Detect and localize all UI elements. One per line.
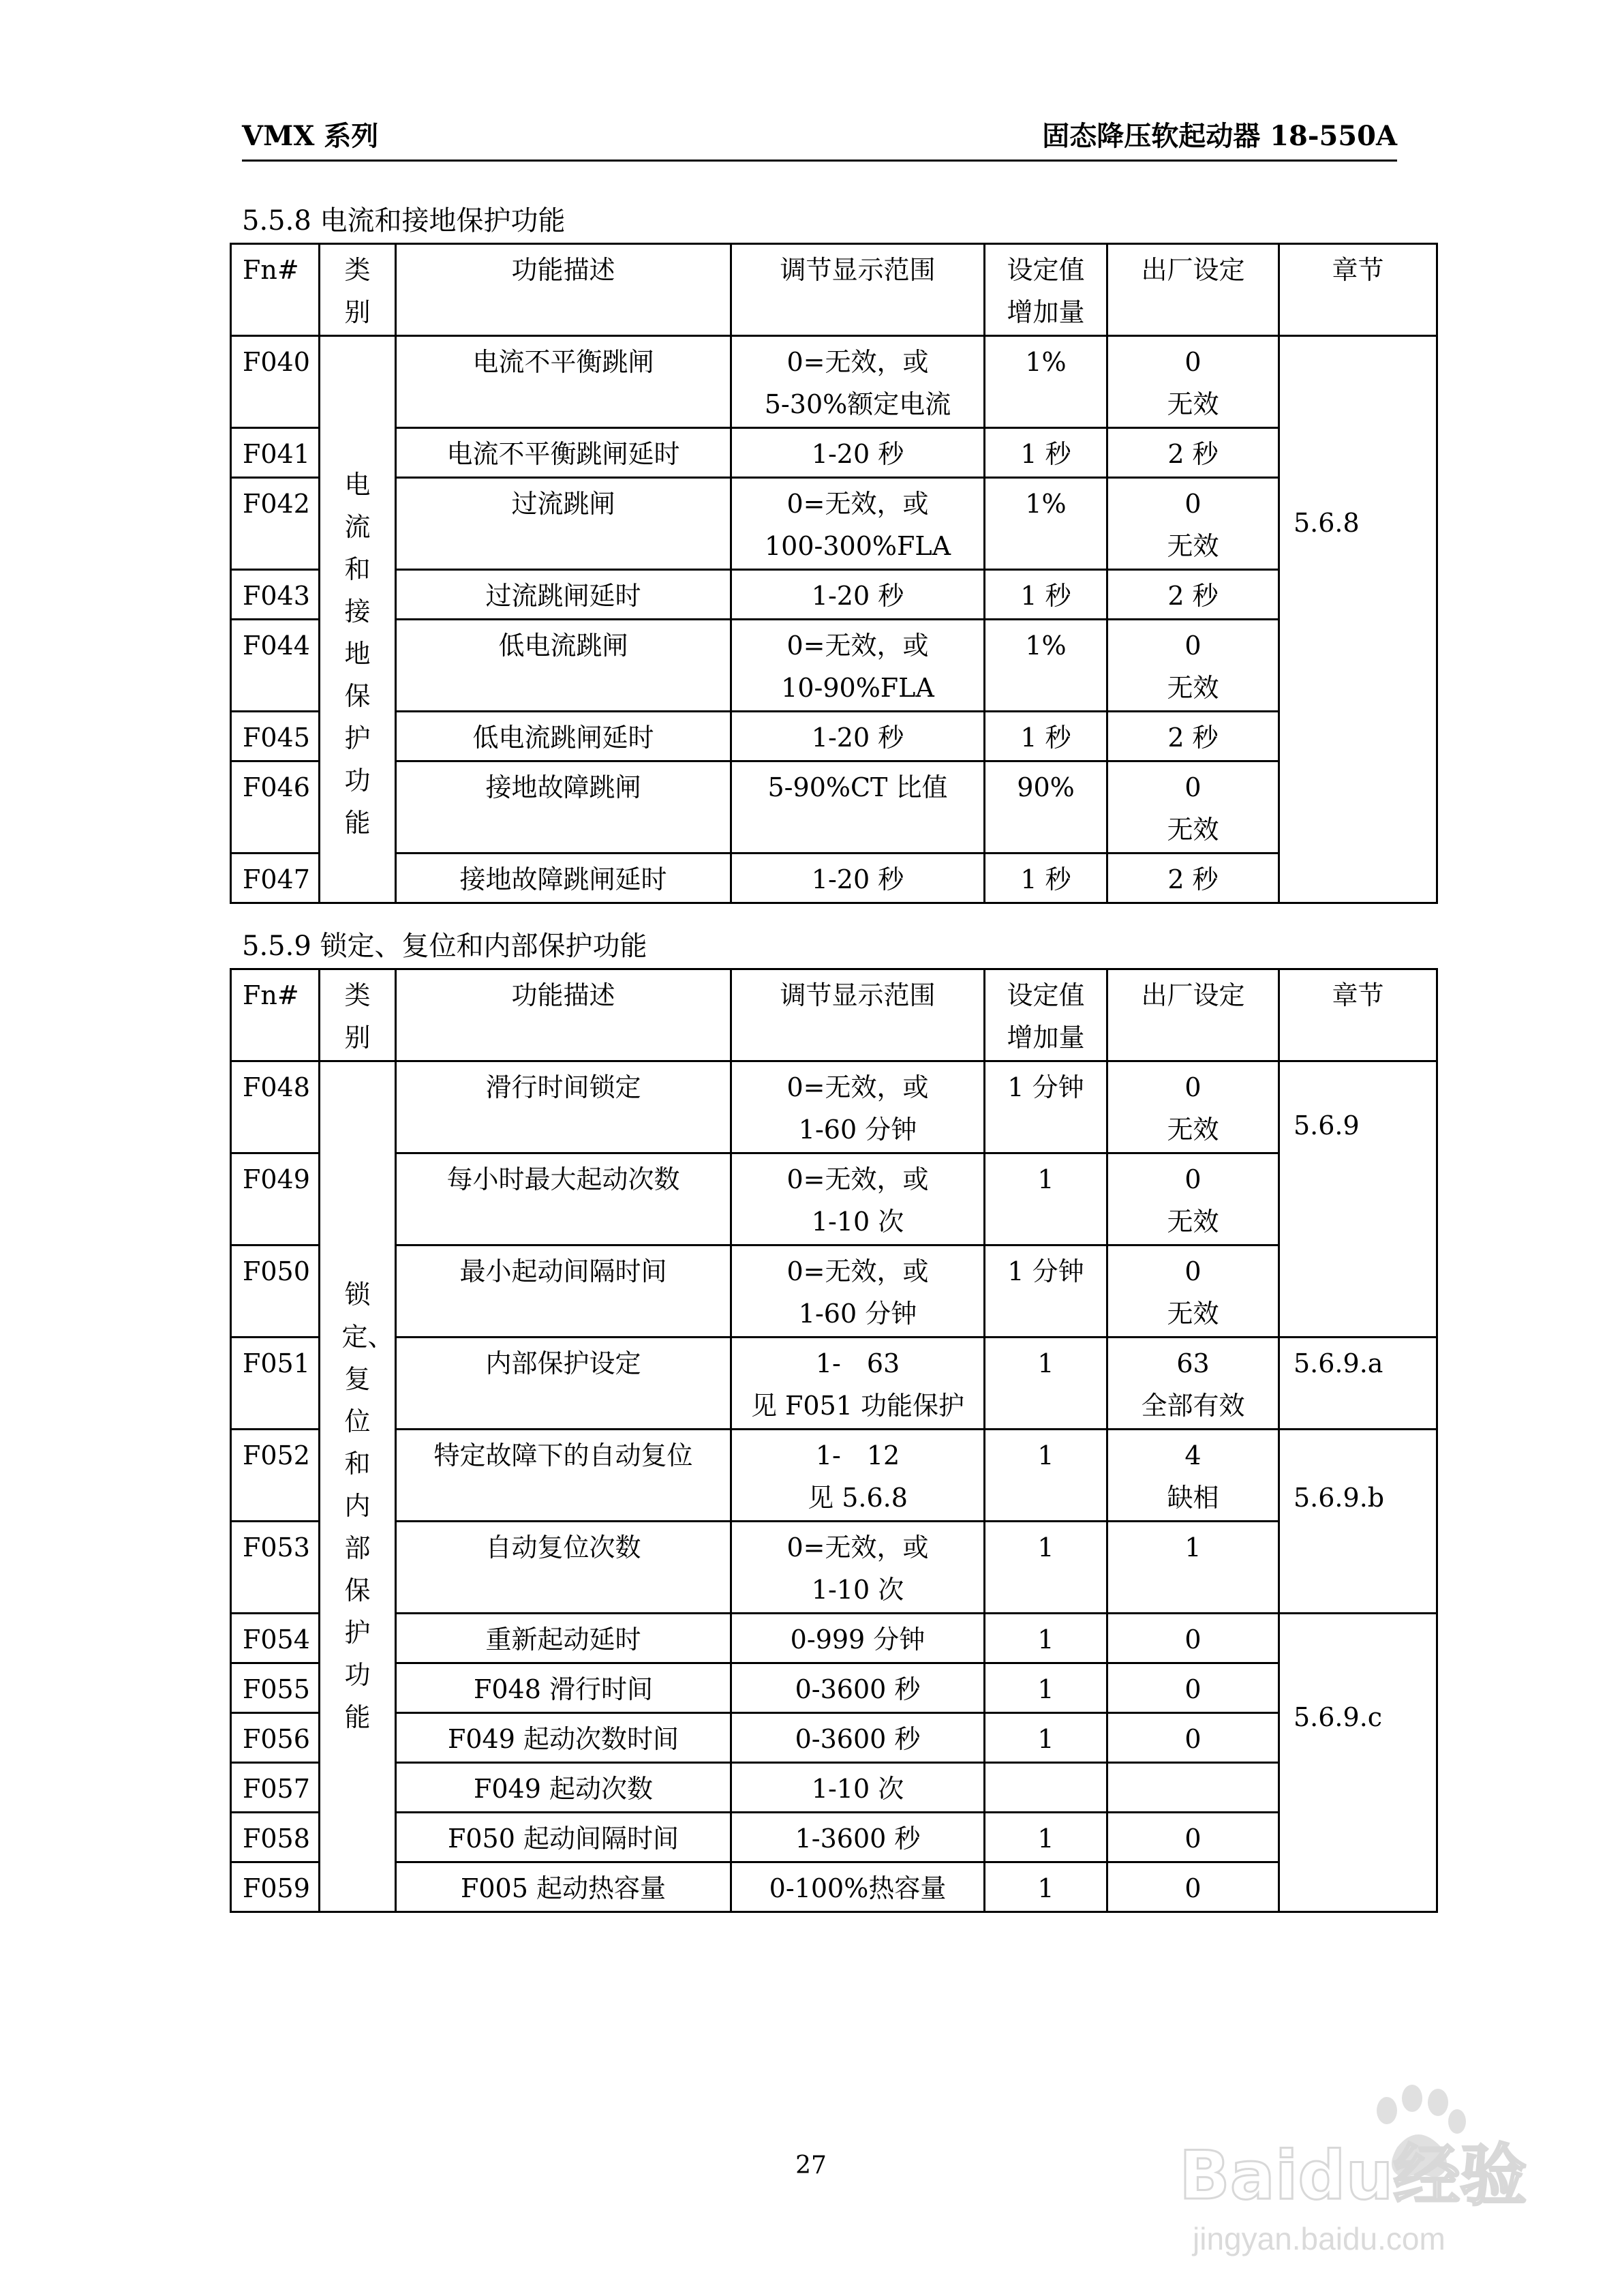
factory-default [1107, 478, 1279, 570]
factory-default-line2: 无效 [1167, 815, 1219, 845]
table-row [231, 1713, 1437, 1763]
setting-increment: 1% [985, 478, 1107, 570]
function-description: 自动复位次数 [396, 1522, 731, 1614]
factory-default [1107, 854, 1279, 903]
header-left-title: VMX 系列 [242, 120, 379, 152]
adjust-range [731, 854, 985, 903]
adjust-range-line1: 1-20 秒 [811, 581, 904, 611]
setting-increment: 1 秒 [985, 570, 1107, 620]
function-description: 滑行时间锁定 [396, 1061, 731, 1153]
adjust-range-line1: 0=无效，或 [786, 1164, 929, 1194]
factory-default [1107, 570, 1279, 620]
adjust-range-line1: 0=无效，或 [786, 1072, 929, 1102]
adjust-range-line1: 0-3600 秒 [795, 1674, 921, 1704]
factory-default [1107, 1663, 1279, 1713]
factory-default [1107, 1522, 1279, 1614]
adjust-range-line2: 100-300%FLA [764, 531, 951, 561]
adjust-range [731, 1663, 985, 1713]
page-number: 27 [795, 2151, 827, 2179]
table-row [231, 620, 1437, 712]
adjust-range-line2: 见 5.6.8 [808, 1483, 908, 1513]
function-description: 过流跳闸 [396, 478, 731, 570]
adjust-range [731, 620, 985, 712]
adjust-range-line1: 0-999 分钟 [790, 1625, 925, 1655]
factory-default-line1: 2 秒 [1167, 581, 1219, 611]
adjust-range [731, 1430, 985, 1522]
table-row [231, 1338, 1437, 1430]
table-row [231, 428, 1437, 478]
setting-increment: 1 秒 [985, 712, 1107, 761]
adjust-range [731, 428, 985, 478]
fn-code: F049 [231, 1153, 320, 1245]
table-row [231, 1763, 1437, 1813]
factory-default [1107, 428, 1279, 478]
setting-increment: 1 [985, 1614, 1107, 1663]
chapter-ref [1279, 1614, 1437, 1912]
factory-default-line2: 无效 [1167, 1207, 1219, 1237]
factory-default-line1: 2 秒 [1167, 723, 1219, 753]
setting-increment: 1 [985, 1713, 1107, 1763]
fn-code: F043 [231, 570, 320, 620]
function-description: 接地故障跳闸 [396, 761, 731, 854]
adjust-range-line2: 5-30%额定电流 [764, 389, 951, 419]
factory-default [1107, 1862, 1279, 1912]
function-description: F049 起动次数时间 [396, 1713, 731, 1763]
function-description: 每小时最大起动次数 [396, 1153, 731, 1245]
fn-code: F055 [231, 1663, 320, 1713]
section-title-5-5-8: 5.5.8 电流和接地保护功能 [242, 205, 566, 237]
function-description: 重新起动延时 [396, 1614, 731, 1663]
baidu-jingyan-watermark [1152, 2045, 1561, 2270]
table-row [231, 1153, 1437, 1245]
adjust-range [731, 1614, 985, 1663]
function-description: F049 起动次数 [396, 1763, 731, 1813]
adjust-range-line1: 5-90%CT 比值 [767, 772, 948, 802]
factory-default-line2: 无效 [1167, 531, 1219, 561]
factory-default-line1: 1 [1184, 1532, 1202, 1562]
factory-default-line2: 缺相 [1167, 1483, 1219, 1513]
column-header: Fn# [231, 244, 320, 336]
fn-code: F051 [231, 1338, 320, 1430]
setting-increment: 1% [985, 336, 1107, 428]
table-row [231, 1614, 1437, 1663]
column-header-text: 类别 [344, 980, 371, 1053]
adjust-range-line1: 0=无效，或 [786, 347, 929, 377]
setting-increment: 90% [985, 761, 1107, 854]
table-row [231, 1245, 1437, 1338]
function-description: 电流不平衡跳闸延时 [396, 428, 731, 478]
header-row [231, 244, 1437, 336]
setting-increment: 1% [985, 620, 1107, 712]
column-header: 出厂设定 [1107, 244, 1279, 336]
column-header [985, 244, 1107, 336]
table-row [231, 1061, 1437, 1153]
fn-code: F053 [231, 1522, 320, 1614]
function-description: 过流跳闸延时 [396, 570, 731, 620]
column-header-text: 设定值增加量 [1007, 980, 1085, 1053]
factory-default [1107, 1245, 1279, 1338]
table-row [231, 712, 1437, 761]
fn-code: F054 [231, 1614, 320, 1663]
adjust-range-line2: 1-60 分钟 [798, 1299, 917, 1329]
adjust-range-line1: 1-20 秒 [811, 723, 904, 753]
fn-code: F059 [231, 1862, 320, 1912]
column-header: 章节 [1279, 969, 1437, 1061]
adjust-range-line2: 1-60 分钟 [798, 1115, 917, 1145]
column-header: 调节显示范围 [731, 244, 985, 336]
factory-default-line1: 0 [1184, 1164, 1202, 1194]
chapter-ref-text: 5.6.8 [1294, 508, 1360, 538]
adjust-range [731, 1763, 985, 1813]
factory-default-line1: 0 [1184, 772, 1202, 802]
adjust-range-line1: 1- 63 [815, 1348, 900, 1378]
factory-default-line1: 0 [1184, 1873, 1202, 1903]
factory-default-line1: 2 秒 [1167, 439, 1219, 469]
setting-increment: 1 [985, 1153, 1107, 1245]
watermark-url: jingyan.baidu.com [1193, 2221, 1445, 2256]
adjust-range [731, 1245, 985, 1338]
chapter-ref-text: 5.6.9 [1294, 1111, 1360, 1141]
column-header: 功能描述 [396, 244, 731, 336]
fn-code: F044 [231, 620, 320, 712]
adjust-range-line1: 1-3600 秒 [795, 1824, 921, 1854]
factory-default-line1: 63 [1176, 1348, 1210, 1378]
setting-increment: 1 [985, 1430, 1107, 1522]
factory-default [1107, 1338, 1279, 1430]
function-description: 电流不平衡跳闸 [396, 336, 731, 428]
section-title-5-5-9: 5.5.9 锁定、复位和内部保护功能 [242, 931, 647, 962]
factory-default-line1: 2 秒 [1167, 864, 1219, 894]
adjust-range [731, 336, 985, 428]
table-row [231, 854, 1437, 903]
function-description: 特定故障下的自动复位 [396, 1430, 731, 1522]
setting-increment: 1 [985, 1338, 1107, 1430]
adjust-range [731, 1153, 985, 1245]
factory-default-line1: 0 [1184, 489, 1202, 519]
factory-default [1107, 1713, 1279, 1763]
factory-default-line2: 全部有效 [1141, 1391, 1245, 1421]
column-header-text: 设定值增加量 [1007, 255, 1085, 327]
table-row [231, 1813, 1437, 1862]
adjust-range [731, 1713, 985, 1763]
factory-default [1107, 336, 1279, 428]
function-description: 最小起动间隔时间 [396, 1245, 731, 1338]
adjust-range-line1: 0-100%热容量 [769, 1873, 947, 1903]
factory-default-line1: 0 [1184, 1256, 1202, 1286]
watermark-brand: Baidu经验 [1179, 2137, 1527, 2215]
chapter-ref [1279, 336, 1437, 903]
function-description: 低电流跳闸 [396, 620, 731, 712]
setting-increment [985, 1763, 1107, 1813]
function-description: F048 滑行时间 [396, 1663, 731, 1713]
fn-code: F047 [231, 854, 320, 903]
setting-increment: 1 秒 [985, 854, 1107, 903]
fn-code: F040 [231, 336, 320, 428]
adjust-range [731, 1061, 985, 1153]
function-description: 内部保护设定 [396, 1338, 731, 1430]
factory-default [1107, 712, 1279, 761]
adjust-range-line1: 0=无效，或 [786, 1256, 929, 1286]
adjust-range-line1: 1-10 次 [811, 1774, 904, 1804]
category-text: 电流和接地保护功能 [344, 470, 371, 838]
factory-default-line2: 无效 [1167, 1115, 1219, 1145]
factory-default-line1: 4 [1184, 1440, 1202, 1470]
fn-code: F046 [231, 761, 320, 854]
chapter-ref-text: 5.6.9.b [1294, 1483, 1385, 1513]
table-row [231, 336, 1437, 428]
adjust-range-line2: 10-90%FLA [781, 673, 934, 703]
fn-code: F058 [231, 1813, 320, 1862]
factory-default [1107, 1061, 1279, 1153]
column-header: 调节显示范围 [731, 969, 985, 1061]
adjust-range-line2: 1-10 次 [811, 1575, 904, 1605]
adjust-range-line2: 见 F051 功能保护 [750, 1391, 965, 1421]
adjust-range-line1: 0=无效，或 [786, 489, 929, 519]
factory-default [1107, 761, 1279, 854]
adjust-range [731, 761, 985, 854]
adjust-range-line1: 0-3600 秒 [795, 1724, 921, 1754]
setting-increment: 1 [985, 1663, 1107, 1713]
factory-default [1107, 1763, 1279, 1813]
chapter-ref-text: 5.6.9.c [1294, 1702, 1383, 1732]
setting-increment: 1 [985, 1862, 1107, 1912]
chapter-ref [1279, 1430, 1437, 1614]
column-header: Fn# [231, 969, 320, 1061]
factory-default [1107, 1153, 1279, 1245]
setting-increment: 1 [985, 1813, 1107, 1862]
setting-increment: 1 秒 [985, 428, 1107, 478]
chapter-ref-text: 5.6.9.a [1294, 1348, 1383, 1378]
adjust-range [731, 570, 985, 620]
fn-code: F057 [231, 1763, 320, 1813]
column-header [320, 244, 396, 336]
column-header: 出厂设定 [1107, 969, 1279, 1061]
column-header: 功能描述 [396, 969, 731, 1061]
category-text: 锁定、复位和内部保护功能 [341, 1280, 394, 1732]
adjust-range-line1: 1-20 秒 [811, 864, 904, 894]
table-row [231, 1663, 1437, 1713]
factory-default-line2: 无效 [1167, 673, 1219, 703]
column-header [985, 969, 1107, 1061]
factory-default [1107, 1614, 1279, 1663]
adjust-range [731, 1338, 985, 1430]
setting-increment: 1 [985, 1522, 1107, 1614]
fn-code: F056 [231, 1713, 320, 1763]
lockout-reset-protection-table [230, 968, 1438, 1913]
column-header: 章节 [1279, 244, 1437, 336]
header-right-title: 固态降压软起动器 18-550A [1042, 120, 1397, 152]
header-row [231, 969, 1437, 1061]
adjust-range [731, 1813, 985, 1862]
adjust-range-line2: 1-10 次 [811, 1207, 904, 1237]
factory-default-line2: 无效 [1167, 1299, 1219, 1329]
function-description: F050 起动间隔时间 [396, 1813, 731, 1862]
chapter-ref [1279, 1338, 1437, 1430]
factory-default [1107, 620, 1279, 712]
table-row [231, 761, 1437, 854]
function-description: 接地故障跳闸延时 [396, 854, 731, 903]
fn-code: F045 [231, 712, 320, 761]
factory-default [1107, 1430, 1279, 1522]
fn-code: F048 [231, 1061, 320, 1153]
adjust-range [731, 712, 985, 761]
factory-default-line1: 0 [1184, 631, 1202, 661]
table-row [231, 570, 1437, 620]
column-header-text: 类别 [344, 255, 371, 327]
factory-default-line1: 0 [1184, 1724, 1202, 1754]
fn-code: F052 [231, 1430, 320, 1522]
setting-increment: 1 分钟 [985, 1061, 1107, 1153]
header-rule [242, 160, 1397, 162]
setting-increment: 1 分钟 [985, 1245, 1107, 1338]
fn-code: F042 [231, 478, 320, 570]
fn-code: F050 [231, 1245, 320, 1338]
adjust-range-line1: 1- 12 [815, 1440, 900, 1470]
table-row [231, 1862, 1437, 1912]
fn-code: F041 [231, 428, 320, 478]
factory-default [1107, 1813, 1279, 1862]
adjust-range-line1: 0=无效，或 [786, 631, 929, 661]
factory-default-line1: 0 [1184, 347, 1202, 377]
adjust-range [731, 1862, 985, 1912]
factory-default-line1: 0 [1184, 1824, 1202, 1854]
category-cell [320, 336, 396, 903]
chapter-ref [1279, 1061, 1437, 1338]
factory-default-line1: 0 [1184, 1674, 1202, 1704]
adjust-range-line1: 0=无效，或 [786, 1532, 929, 1562]
category-cell [320, 1061, 396, 1912]
factory-default-line1: 0 [1184, 1625, 1202, 1655]
function-description: 低电流跳闸延时 [396, 712, 731, 761]
function-description: F005 起动热容量 [396, 1862, 731, 1912]
current-ground-protection-table [230, 243, 1438, 904]
column-header [320, 969, 396, 1061]
adjust-range [731, 478, 985, 570]
table-row [231, 1522, 1437, 1614]
table-row [231, 1430, 1437, 1522]
factory-default-line1: 0 [1184, 1072, 1202, 1102]
table-row [231, 478, 1437, 570]
factory-default-line2: 无效 [1167, 389, 1219, 419]
adjust-range [731, 1522, 985, 1614]
adjust-range-line1: 1-20 秒 [811, 439, 904, 469]
